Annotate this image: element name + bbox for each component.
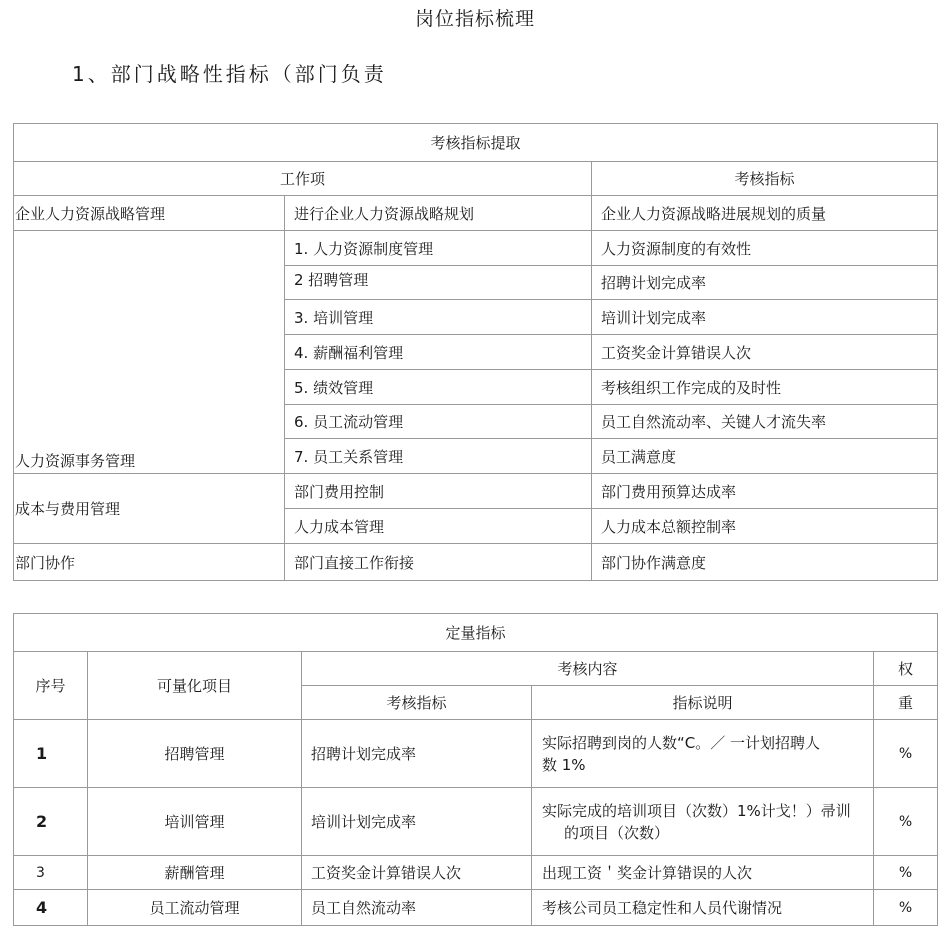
work-item-cell: 7. 员工关系管理 — [285, 439, 592, 474]
description-cell: 出现工资＇奖金计算错误的人次 — [532, 856, 874, 890]
indicator-cell: 工资奖金计算错误人次 — [592, 335, 938, 370]
work-item-cell: 3. 培训管理 — [285, 300, 592, 335]
indicator-cell: 人力成本总额控制率 — [592, 509, 938, 544]
table-row — [14, 231, 938, 266]
table2-header-weight-bottom: 重 — [874, 686, 938, 720]
category-cell: 成本与费用管理 — [14, 474, 285, 544]
description-line: 的项目（次数） — [564, 823, 670, 842]
project-cell: 培训管理 — [88, 788, 302, 856]
project-cell: 员工流动管理 — [88, 890, 302, 926]
work-item-cell: 2 招聘管理 — [285, 266, 592, 300]
project-cell: 招聘管理 — [88, 720, 302, 788]
work-item-cell: 1. 人力资源制度管理 — [285, 231, 592, 266]
indicator-cell: 部门费用预算达成率 — [592, 474, 938, 509]
description-line: 实际招聘到岗的人数“C。／ 一计划招聘人 — [542, 733, 821, 752]
indicator-cell: 培训计划完成率 — [302, 788, 532, 856]
table2-header-no: 序号 — [14, 652, 88, 720]
work-item-cell: 5. 绩效管理 — [285, 370, 592, 405]
row-number: 3 — [14, 856, 88, 890]
table-row — [14, 196, 938, 231]
work-item-cell: 4. 薪酬福利管理 — [285, 335, 592, 370]
indicator-cell: 企业人力资源战略进展规划的质量 — [592, 196, 938, 231]
description-line: 数 1% — [542, 755, 586, 774]
page-title: 岗位指标梳理 — [414, 8, 535, 30]
indicator-cell: 员工满意度 — [592, 439, 938, 474]
table-row — [14, 788, 938, 856]
row-number: 1 — [14, 720, 88, 788]
indicator-cell: 人力资源制度的有效性 — [592, 231, 938, 266]
indicator-cell: 工资奖金计算错误人次 — [302, 856, 532, 890]
table2-header-content: 考核内容 — [302, 652, 874, 686]
section-title: 1、部门战略性指标（部门负责 — [72, 62, 387, 86]
table2-header-weight-top: 权 — [874, 652, 938, 686]
weight-cell: % — [874, 788, 938, 856]
table-row — [14, 720, 938, 788]
indicator-cell: 员工自然流动率 — [302, 890, 532, 926]
indicator-extraction-table — [13, 123, 938, 581]
work-item-cell: 部门直接工作衔接 — [285, 544, 592, 581]
table1-header-indicator: 考核指标 — [592, 162, 938, 196]
quantitative-indicator-table — [13, 613, 938, 926]
weight-cell: % — [874, 720, 938, 788]
indicator-cell: 部门协作满意度 — [592, 544, 938, 581]
work-item-cell: 进行企业人力资源战略规划 — [285, 196, 592, 231]
project-cell: 薪酬管理 — [88, 856, 302, 890]
weight-cell: % — [874, 856, 938, 890]
table-row — [14, 856, 938, 890]
category-cell: 人力资源事务管理 — [14, 231, 285, 474]
work-item-cell: 部门费用控制 — [285, 474, 592, 509]
weight-cell: % — [874, 890, 938, 926]
description-cell: 考核公司员工稳定性和人员代谢情况 — [532, 890, 874, 926]
category-cell: 部门协作 — [14, 544, 285, 581]
table2-caption: 定量指标 — [14, 614, 938, 652]
row-number: 2 — [14, 788, 88, 856]
row-number: 4 — [14, 890, 88, 926]
description-cell — [532, 720, 874, 788]
indicator-cell: 招聘计划完成率 — [592, 266, 938, 300]
table2-header-project: 可量化项目 — [88, 652, 302, 720]
indicator-cell: 考核组织工作完成的及时性 — [592, 370, 938, 405]
table1-caption: 考核指标提取 — [14, 124, 938, 162]
work-item-cell: 6. 员工流动管理 — [285, 405, 592, 439]
table-row — [14, 474, 938, 509]
indicator-cell: 员工自然流动率、关键人才流失率 — [592, 405, 938, 439]
indicator-cell: 培训计划完成率 — [592, 300, 938, 335]
category-cell: 企业人力资源战略管理 — [14, 196, 285, 231]
table1-header-work: 工作项 — [14, 162, 592, 196]
description-cell — [532, 788, 874, 856]
table-row — [14, 544, 938, 581]
table2-header-desc: 指标说明 — [532, 686, 874, 720]
work-item-cell: 人力成本管理 — [285, 509, 592, 544]
table-row — [14, 890, 938, 926]
indicator-cell: 招聘计划完成率 — [302, 720, 532, 788]
description-line: 实际完成的培训项目（次数）1%计戈！）帚训 — [542, 801, 851, 820]
table2-header-indicator: 考核指标 — [302, 686, 532, 720]
